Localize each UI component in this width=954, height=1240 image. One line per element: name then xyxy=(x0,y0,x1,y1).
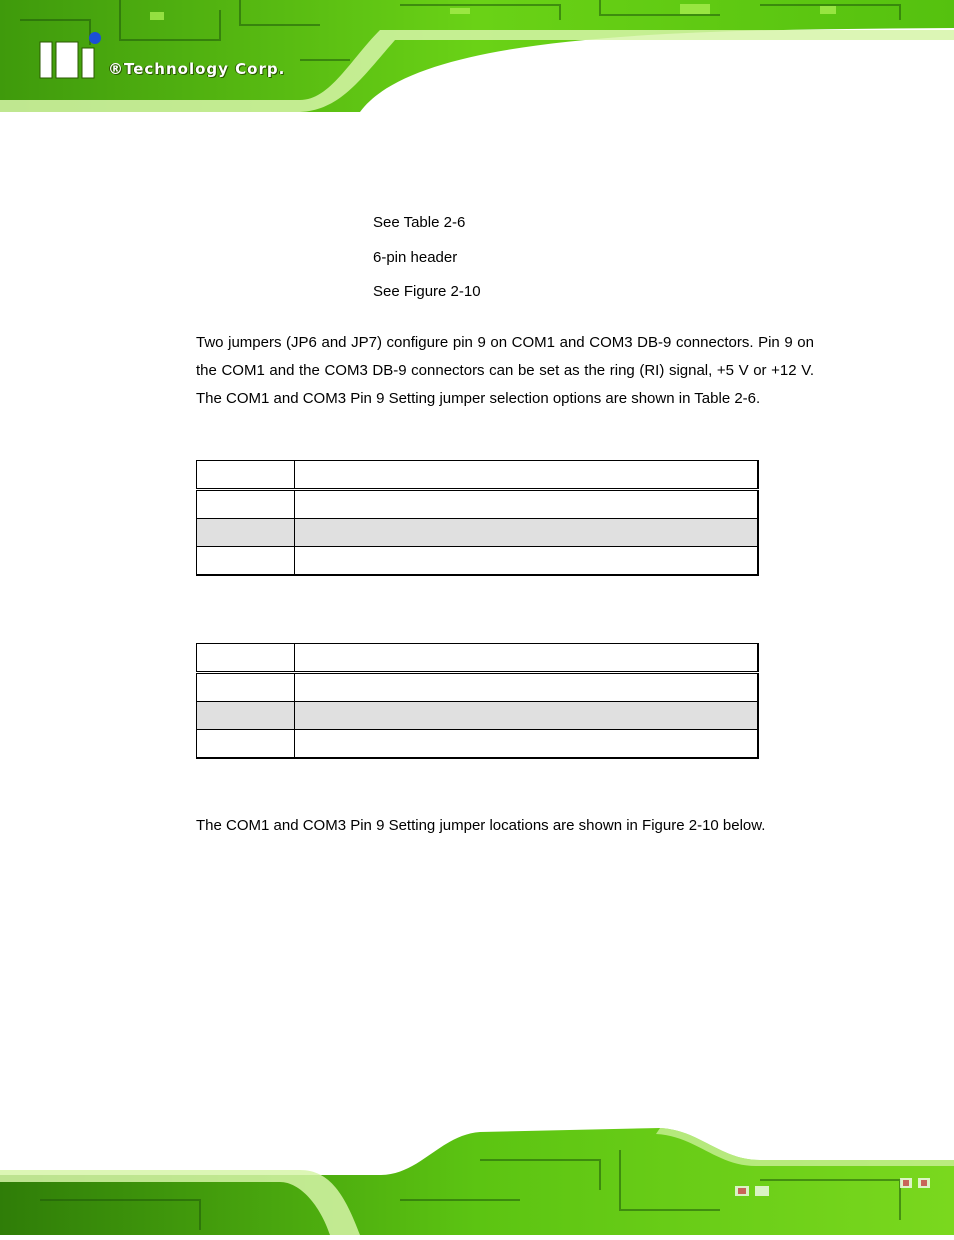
circuit-board-footer-graphic xyxy=(0,1120,954,1235)
table-cell xyxy=(295,461,759,490)
table-cell xyxy=(197,730,295,759)
table-cell xyxy=(197,461,295,490)
table-cell xyxy=(197,644,295,673)
jumper-type-value: 6-pin header xyxy=(373,249,458,266)
table-row xyxy=(197,730,759,759)
table-cell xyxy=(295,490,759,519)
table-cell xyxy=(197,490,295,519)
table-cell xyxy=(295,547,759,576)
table-row xyxy=(197,702,759,730)
table-cell xyxy=(295,673,759,702)
figure-reference-text: The COM1 and COM3 Pin 9 Setting jumper locations are shown in Figure 2-10 below. xyxy=(196,817,766,834)
table-cell xyxy=(295,702,759,730)
jumper-settings-table xyxy=(196,460,759,576)
header-banner xyxy=(0,0,954,115)
table-cell xyxy=(197,702,295,730)
table-header-row xyxy=(197,461,759,490)
jumper-settings-table-2 xyxy=(196,643,759,759)
table-cell xyxy=(295,519,759,547)
table-cell xyxy=(197,673,295,702)
intro-paragraph: Two jumpers (JP6 and JP7) configure pin 9 on COM1 and COM3 DB-9 connectors. Pin 9 on the COM1 and the COM3 DB-9 connectors can be set as the ring (RI) signal, +5 V or +12 V. The COM1 and COM3 Pin 9 Setting jumper selection options are shown in Table 2-6. xyxy=(196,334,814,407)
table-cell xyxy=(197,547,295,576)
footer-banner xyxy=(0,1120,954,1235)
table-row xyxy=(197,547,759,576)
table-row xyxy=(197,673,759,702)
table-cell xyxy=(197,519,295,547)
jumper-location-value: See Figure 2-10 xyxy=(373,283,481,300)
company-name: ®Technology Corp. xyxy=(108,60,286,78)
table-cell xyxy=(295,644,759,673)
circuit-board-header-graphic xyxy=(0,0,954,115)
table-row xyxy=(197,519,759,547)
table-cell xyxy=(295,730,759,759)
table-row xyxy=(197,490,759,519)
jumper-settings-value: See Table 2-6 xyxy=(373,214,466,231)
table-header-row xyxy=(197,644,759,673)
